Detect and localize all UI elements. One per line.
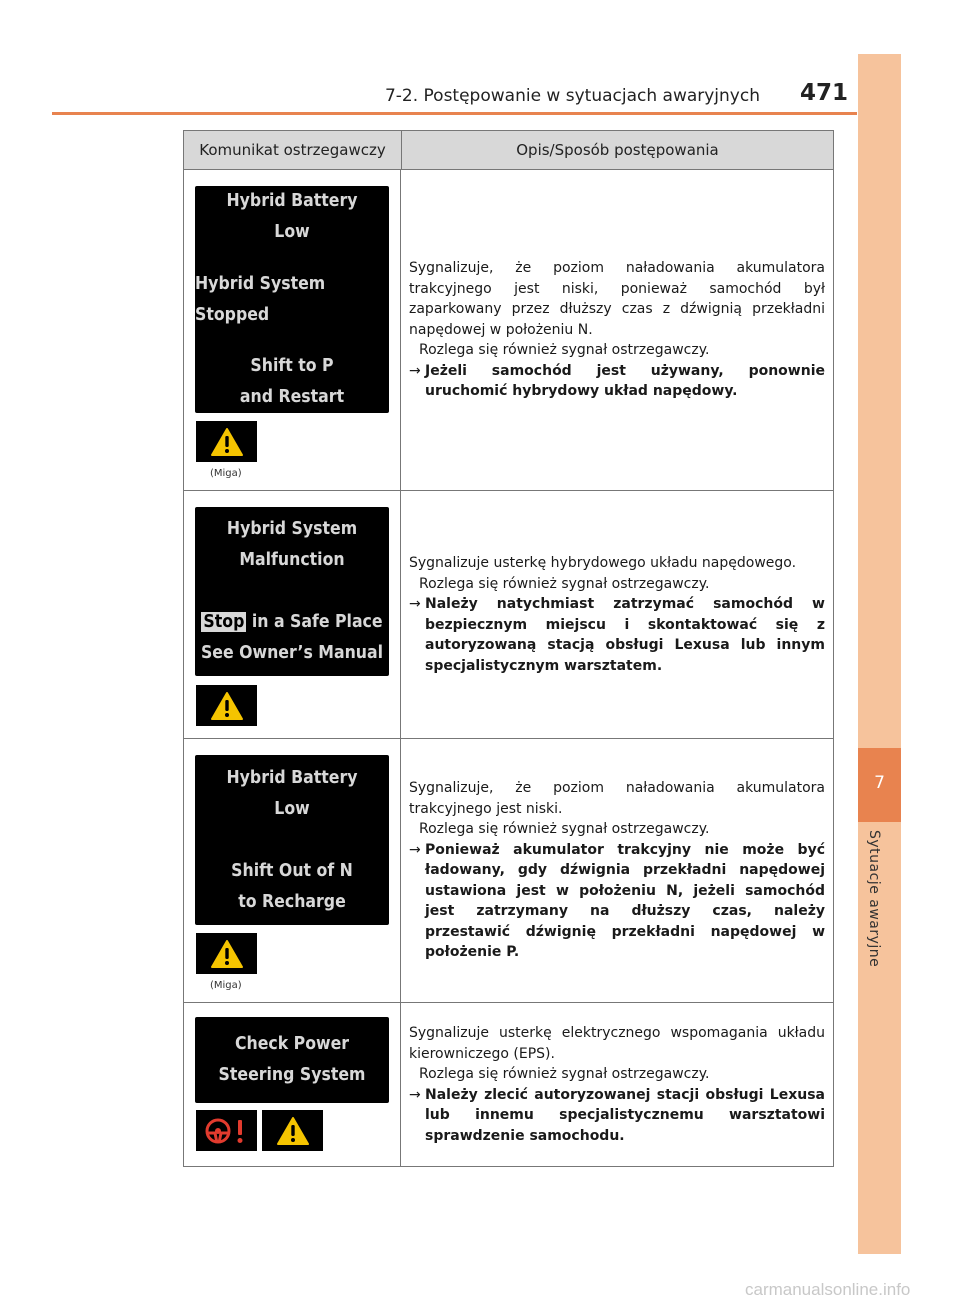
description-text: Sygnalizuje usterkę hybrydowego układu napędowego. <box>409 555 797 571</box>
screen-line: Hybrid Battery <box>226 767 358 788</box>
buzzer-note: Rozlega się również sygnał ostrzegawczy. <box>419 821 710 838</box>
column-header-message: Komunikat ostrzegawczy <box>184 131 402 169</box>
display-message-screen <box>195 1017 389 1103</box>
warning-triangle-icon <box>196 933 257 974</box>
table-row <box>184 1003 833 1166</box>
blink-note: (Miga) <box>210 468 242 479</box>
display-message-screen <box>195 507 389 676</box>
table-row <box>184 491 833 739</box>
screen-line: Stop in a Safe Place <box>203 612 383 632</box>
warning-triangle-icon <box>196 421 257 462</box>
action-instruction <box>409 840 825 963</box>
warning-triangle-icon <box>196 685 257 726</box>
description-text: Sygnalizuje, że poziom naładowania akumulatora trakcyjnego jest niski. <box>409 780 825 817</box>
table-header <box>184 131 833 170</box>
arrow-icon: → <box>409 1086 421 1103</box>
description-text: Sygnalizuje, że poziom naładowania akumulatora trakcyjnego jest niski, ponieważ samochód był zaparkowany przez dłuższy czas z dźwignią przekładni napędowej w położeniu N. <box>409 260 825 338</box>
description-text: Sygnalizuje usterkę elektrycznego wspomagania układu kierowniczego (EPS). <box>409 1025 825 1062</box>
warning-message-cell <box>184 1003 401 1166</box>
watermark: carmanualsonline.info <box>745 1280 911 1299</box>
action-text: Jeżeli samochód jest używany, ponownie uruchomić hybrydowy układ napędowy. <box>425 362 825 400</box>
stop-highlight: Stop <box>203 612 245 632</box>
warning-message-cell <box>184 491 401 738</box>
screen-line: and Restart <box>239 387 345 407</box>
warning-message-cell <box>184 739 401 1002</box>
buzzer-note: Rozlega się również sygnał ostrzegawczy. <box>419 342 710 359</box>
action-text: Ponieważ akumulator trakcyjny nie może być ładowany, gdy dźwignia przekładni napędowej ustawiona jest w położeniu N, jeżeli samochód jest zatrzymany na dłuższy czas, należy przestawić dźwignię przekładni napędowej w położenie P. <box>425 841 825 961</box>
screen-line: Shift to P <box>250 356 334 376</box>
blink-note: (Miga) <box>210 980 242 991</box>
warning-messages-table <box>183 130 834 1167</box>
screen-line: Low <box>274 798 310 819</box>
screen-line: Hybrid System Stopped <box>195 273 326 325</box>
steering-warning-icon <box>196 1110 257 1151</box>
header-divider <box>52 112 857 115</box>
action-text: Należy zlecić autoryzowanej stacji obsługi Lexusa lub innemu specjalistycznemu warsztatowi sprawdzenie samochodu. <box>425 1086 825 1144</box>
chapter-side-tab <box>858 54 901 1254</box>
display-message-screen <box>195 755 389 925</box>
screen-line: See Owner’s Manual <box>200 643 384 663</box>
screen-line: to Recharge <box>238 891 346 912</box>
table-row <box>184 170 833 491</box>
table-row <box>184 739 833 1003</box>
warning-triangle-icon <box>262 1110 323 1151</box>
buzzer-note: Rozlega się również sygnał ostrzegawczy. <box>419 1066 710 1082</box>
screen-line: Low <box>274 222 310 242</box>
column-header-description: Opis/Sposób postępowania <box>516 141 719 159</box>
screen-line: Hybrid Battery <box>226 191 358 211</box>
section-title: 7-2. Postępowanie w sytuacjach awaryjnych <box>384 86 760 106</box>
chapter-label: Sytuacje awaryjne <box>866 830 882 968</box>
display-message-screen <box>195 186 389 413</box>
chapter-number: 7 <box>858 748 901 822</box>
screen-line: Steering System <box>218 1065 366 1085</box>
warning-message-cell <box>184 170 401 490</box>
action-instruction <box>409 594 825 676</box>
screen-line: Hybrid System <box>226 519 358 539</box>
screen-line: Check Power <box>234 1034 350 1054</box>
buzzer-note: Rozlega się również sygnał ostrzegawczy. <box>419 575 710 592</box>
action-instruction <box>409 1085 825 1147</box>
screen-line: Shift Out of N <box>231 860 353 881</box>
arrow-icon: → <box>409 596 421 612</box>
description-cell <box>401 1003 833 1166</box>
description-cell <box>401 739 833 1002</box>
arrow-icon: → <box>409 362 421 379</box>
action-text: Należy natychmiast zatrzymać samochód w bezpiecznym miejscu i skontaktować się z autoryzowaną stacją obsługi Lexusa lub innym specjalistycznym warsztatem. <box>425 596 825 674</box>
action-instruction <box>409 361 825 402</box>
screen-line: Malfunction <box>239 550 345 570</box>
description-cell <box>401 170 833 490</box>
arrow-icon: → <box>409 841 421 858</box>
description-cell <box>401 491 833 738</box>
page-number: 471 <box>800 80 849 106</box>
